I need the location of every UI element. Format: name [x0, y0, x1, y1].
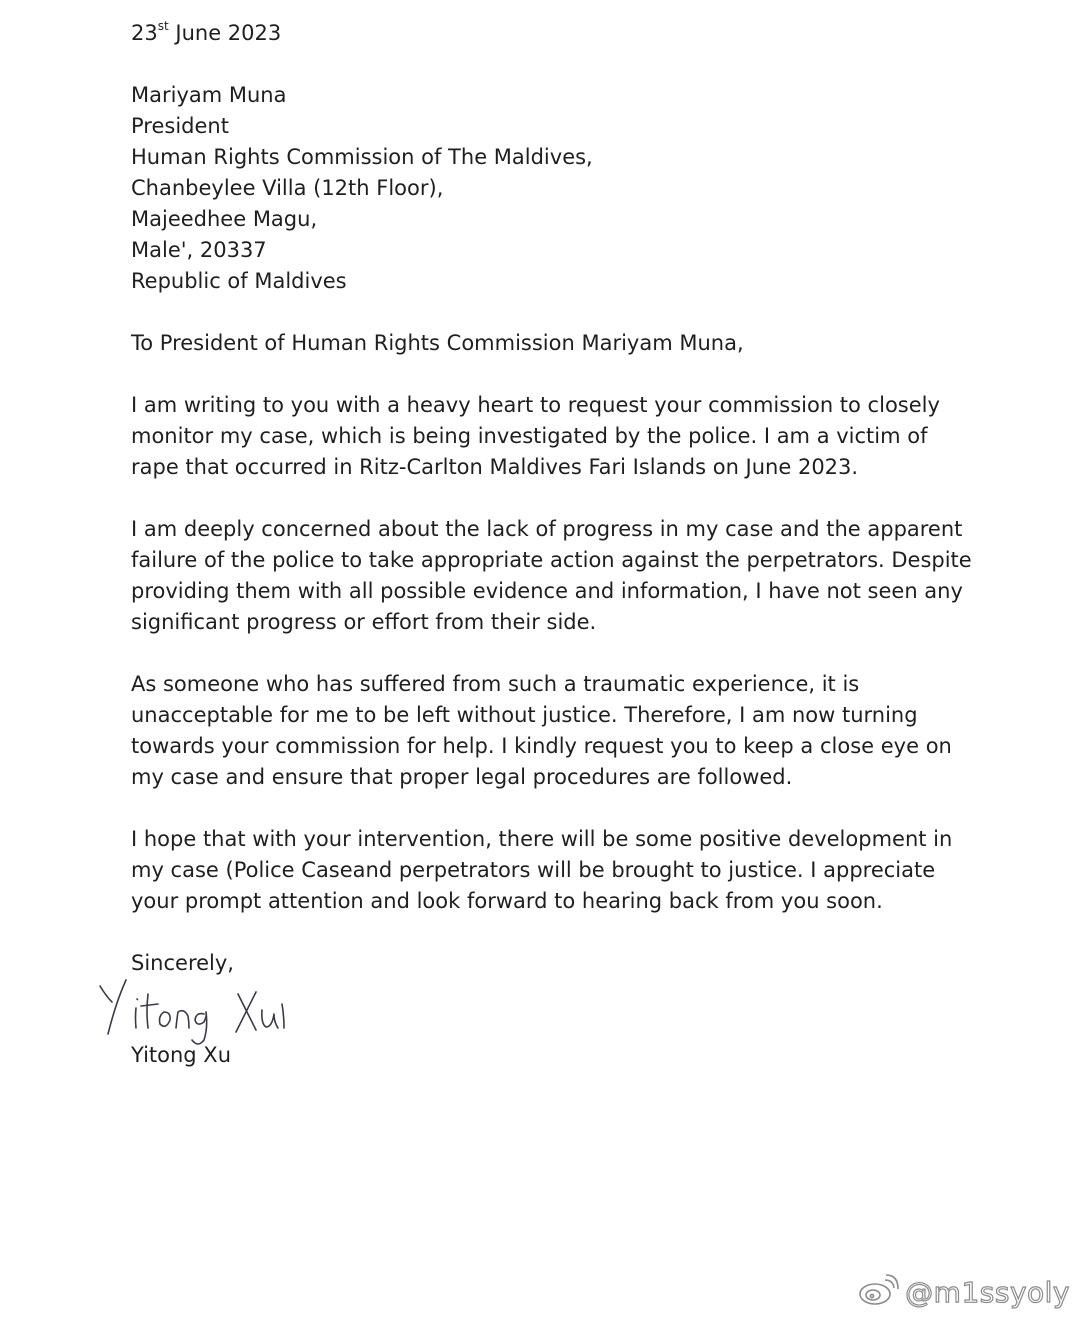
paragraph-line: your prompt attention and look forward to hearing back from you soon. — [131, 889, 883, 913]
recipient-title: President — [131, 114, 229, 138]
paragraph-line: unacceptable for me to be left without justice. Therefore, I am now turning — [131, 703, 918, 727]
recipient-address — [131, 80, 1011, 297]
letter-date — [131, 18, 1011, 49]
recipient-building: Chanbeylee Villa (12th Floor), — [131, 176, 444, 200]
salutation: To President of Human Rights Commission Mariyam Muna, — [131, 331, 744, 355]
paragraph-line: significant progress or effort from their side. — [131, 610, 597, 634]
date-day: 23 — [131, 21, 158, 45]
paragraph-line: rape that occurred in Ritz-Carlton Maldives Fari Islands on June 2023. — [131, 455, 859, 479]
recipient-name: Mariyam Muna — [131, 83, 287, 107]
paragraph-line: As someone who has suffered from such a traumatic experience, it is — [131, 672, 860, 696]
weibo-logo-icon — [857, 1272, 899, 1312]
paragraph-line: towards your commission for help. I kindly request you to keep a close eye on — [131, 734, 952, 758]
paragraph-1 — [131, 390, 1011, 483]
letter-body — [131, 18, 1011, 979]
paragraph-line: I hope that with your intervention, there will be some positive development in — [131, 827, 953, 851]
date-month-year: June 2023 — [168, 21, 282, 45]
closing: Sincerely, — [131, 951, 234, 975]
date-suffix: st — [157, 19, 169, 33]
handwritten-signature — [96, 972, 311, 1046]
watermark — [857, 1272, 1070, 1312]
recipient-street: Majeedhee Magu, — [131, 207, 318, 231]
watermark-handle: @m1ssyoly — [905, 1275, 1070, 1309]
paragraph-line: providing them with all possible evidence and information, I have not seen any — [131, 579, 963, 603]
paragraph-line: my case (Police Caseand perpetrators will be brought to justice. I appreciate — [131, 858, 936, 882]
recipient-city: Male', 20337 — [131, 238, 267, 262]
paragraph-line: failure of the police to take appropriate action against the perpetrators. Despite — [131, 548, 972, 572]
paragraph-line: monitor my case, which is being investigated by the police. I am a victim of — [131, 424, 928, 448]
paragraph-4 — [131, 824, 1011, 917]
signature-drawing — [96, 972, 311, 1046]
paragraph-2 — [131, 514, 1011, 638]
paragraph-line: I am writing to you with a heavy heart to request your commission to closely — [131, 393, 940, 417]
paragraph-3 — [131, 669, 1011, 793]
recipient-organization: Human Rights Commission of The Maldives, — [131, 145, 593, 169]
signer-name: Yitong Xu — [131, 1043, 232, 1067]
paragraph-line: my case and ensure that proper legal procedures are followed. — [131, 765, 793, 789]
paragraph-line: I am deeply concerned about the lack of progress in my case and the apparent — [131, 517, 963, 541]
recipient-country: Republic of Maldives — [131, 269, 347, 293]
